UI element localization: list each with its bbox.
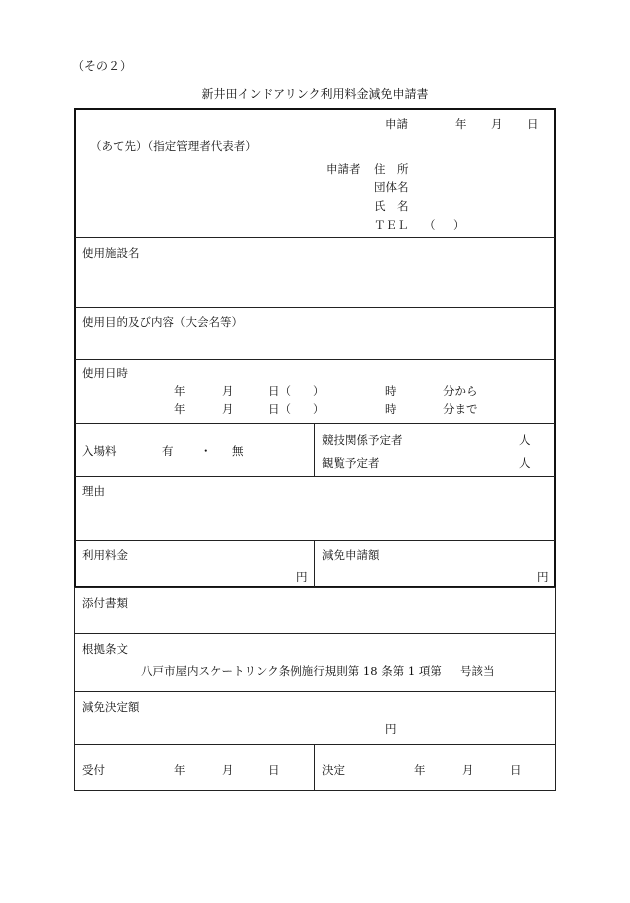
applicant-section-frame [74, 108, 556, 588]
receipt-year: 年 [174, 763, 186, 777]
usage-datetime-label: 使用日時 [82, 366, 128, 380]
tel-paren-close: ） [453, 218, 465, 232]
application-date-day: 日 [527, 117, 539, 131]
application-date-year: 年 [455, 117, 467, 131]
fee-unit: 円 [296, 570, 308, 584]
receipt-label: 受付 [82, 763, 105, 777]
purpose-label: 使用目的及び内容（大会名等） [82, 315, 243, 329]
legal-basis-label: 根拠条文 [82, 642, 128, 656]
usage-end-day: 日（ [268, 402, 291, 416]
divider [75, 633, 555, 634]
tel-paren-open: （ [424, 218, 436, 232]
divider [75, 744, 555, 745]
receipt-day: 日 [268, 763, 280, 777]
usage-start-suffix: 分から [443, 384, 478, 398]
usage-end-year: 年 [174, 402, 186, 416]
divider [314, 423, 315, 476]
usage-start-year: 年 [174, 384, 186, 398]
decision-year: 年 [414, 763, 426, 777]
decision-month: 月 [462, 763, 474, 777]
usage-start-hour: 時 [385, 384, 397, 398]
divider [75, 423, 555, 424]
decision-amount-label: 減免決定額 [82, 700, 140, 714]
admission-no-option: 無 [232, 444, 244, 458]
divider [75, 307, 555, 308]
fee-label: 利用料金 [82, 548, 128, 562]
usage-end-hour: 時 [385, 402, 397, 416]
applicant-organization-label: 団体名 [374, 180, 409, 194]
attachments-label: 添付書類 [82, 596, 128, 610]
spectators-label: 観覧予定者 [322, 456, 380, 470]
usage-end-paren-close: ） [313, 402, 325, 416]
receipt-month: 月 [222, 763, 234, 777]
office-section-frame [74, 587, 556, 791]
divider [75, 359, 555, 360]
usage-start-paren-close: ） [313, 384, 325, 398]
reduction-request-unit: 円 [537, 570, 549, 584]
usage-start-day: 日（ [268, 384, 291, 398]
addressee: （あて先）（指定管理者代表者） [90, 139, 257, 153]
part-label: （その２） [72, 59, 133, 73]
competitors-label: 競技関係予定者 [322, 433, 403, 447]
divider [314, 540, 315, 587]
application-date-prefix: 申請 [385, 117, 408, 131]
facility-label: 使用施設名 [82, 246, 140, 260]
divider [75, 237, 555, 238]
applicant-name-label: 氏 名 [374, 199, 409, 213]
decision-day: 日 [510, 763, 522, 777]
competitors-unit: 人 [519, 433, 531, 447]
usage-end-suffix: 分まで [443, 402, 478, 416]
usage-start-month: 月 [222, 384, 234, 398]
application-date-month: 月 [491, 117, 503, 131]
form-title: 新井田インドアリンク利用料金減免申請書 [201, 87, 429, 101]
applicant-address-label: 住 所 [374, 162, 409, 176]
reduction-request-label: 減免申請額 [322, 548, 380, 562]
admission-label: 入場料 [82, 444, 117, 458]
legal-basis-text: 八戸市屋内スケートリンク条例施行規則第 18 条第 1 項第 [141, 664, 442, 678]
reason-label: 理由 [82, 484, 105, 498]
admission-yes-option: 有 [162, 444, 174, 458]
spectators-unit: 人 [519, 456, 531, 470]
admission-separator: ・ [200, 444, 212, 458]
applicant-tel-label: ＴＥＬ [374, 218, 409, 232]
applicant-label: 申請者 [326, 162, 361, 176]
divider [75, 691, 555, 692]
decision-amount-unit: 円 [385, 722, 397, 736]
usage-end-month: 月 [222, 402, 234, 416]
decision-label: 決定 [322, 763, 345, 777]
divider [75, 476, 555, 477]
divider [75, 540, 555, 541]
legal-basis-suffix: 号該当 [460, 664, 495, 678]
divider [314, 744, 315, 790]
